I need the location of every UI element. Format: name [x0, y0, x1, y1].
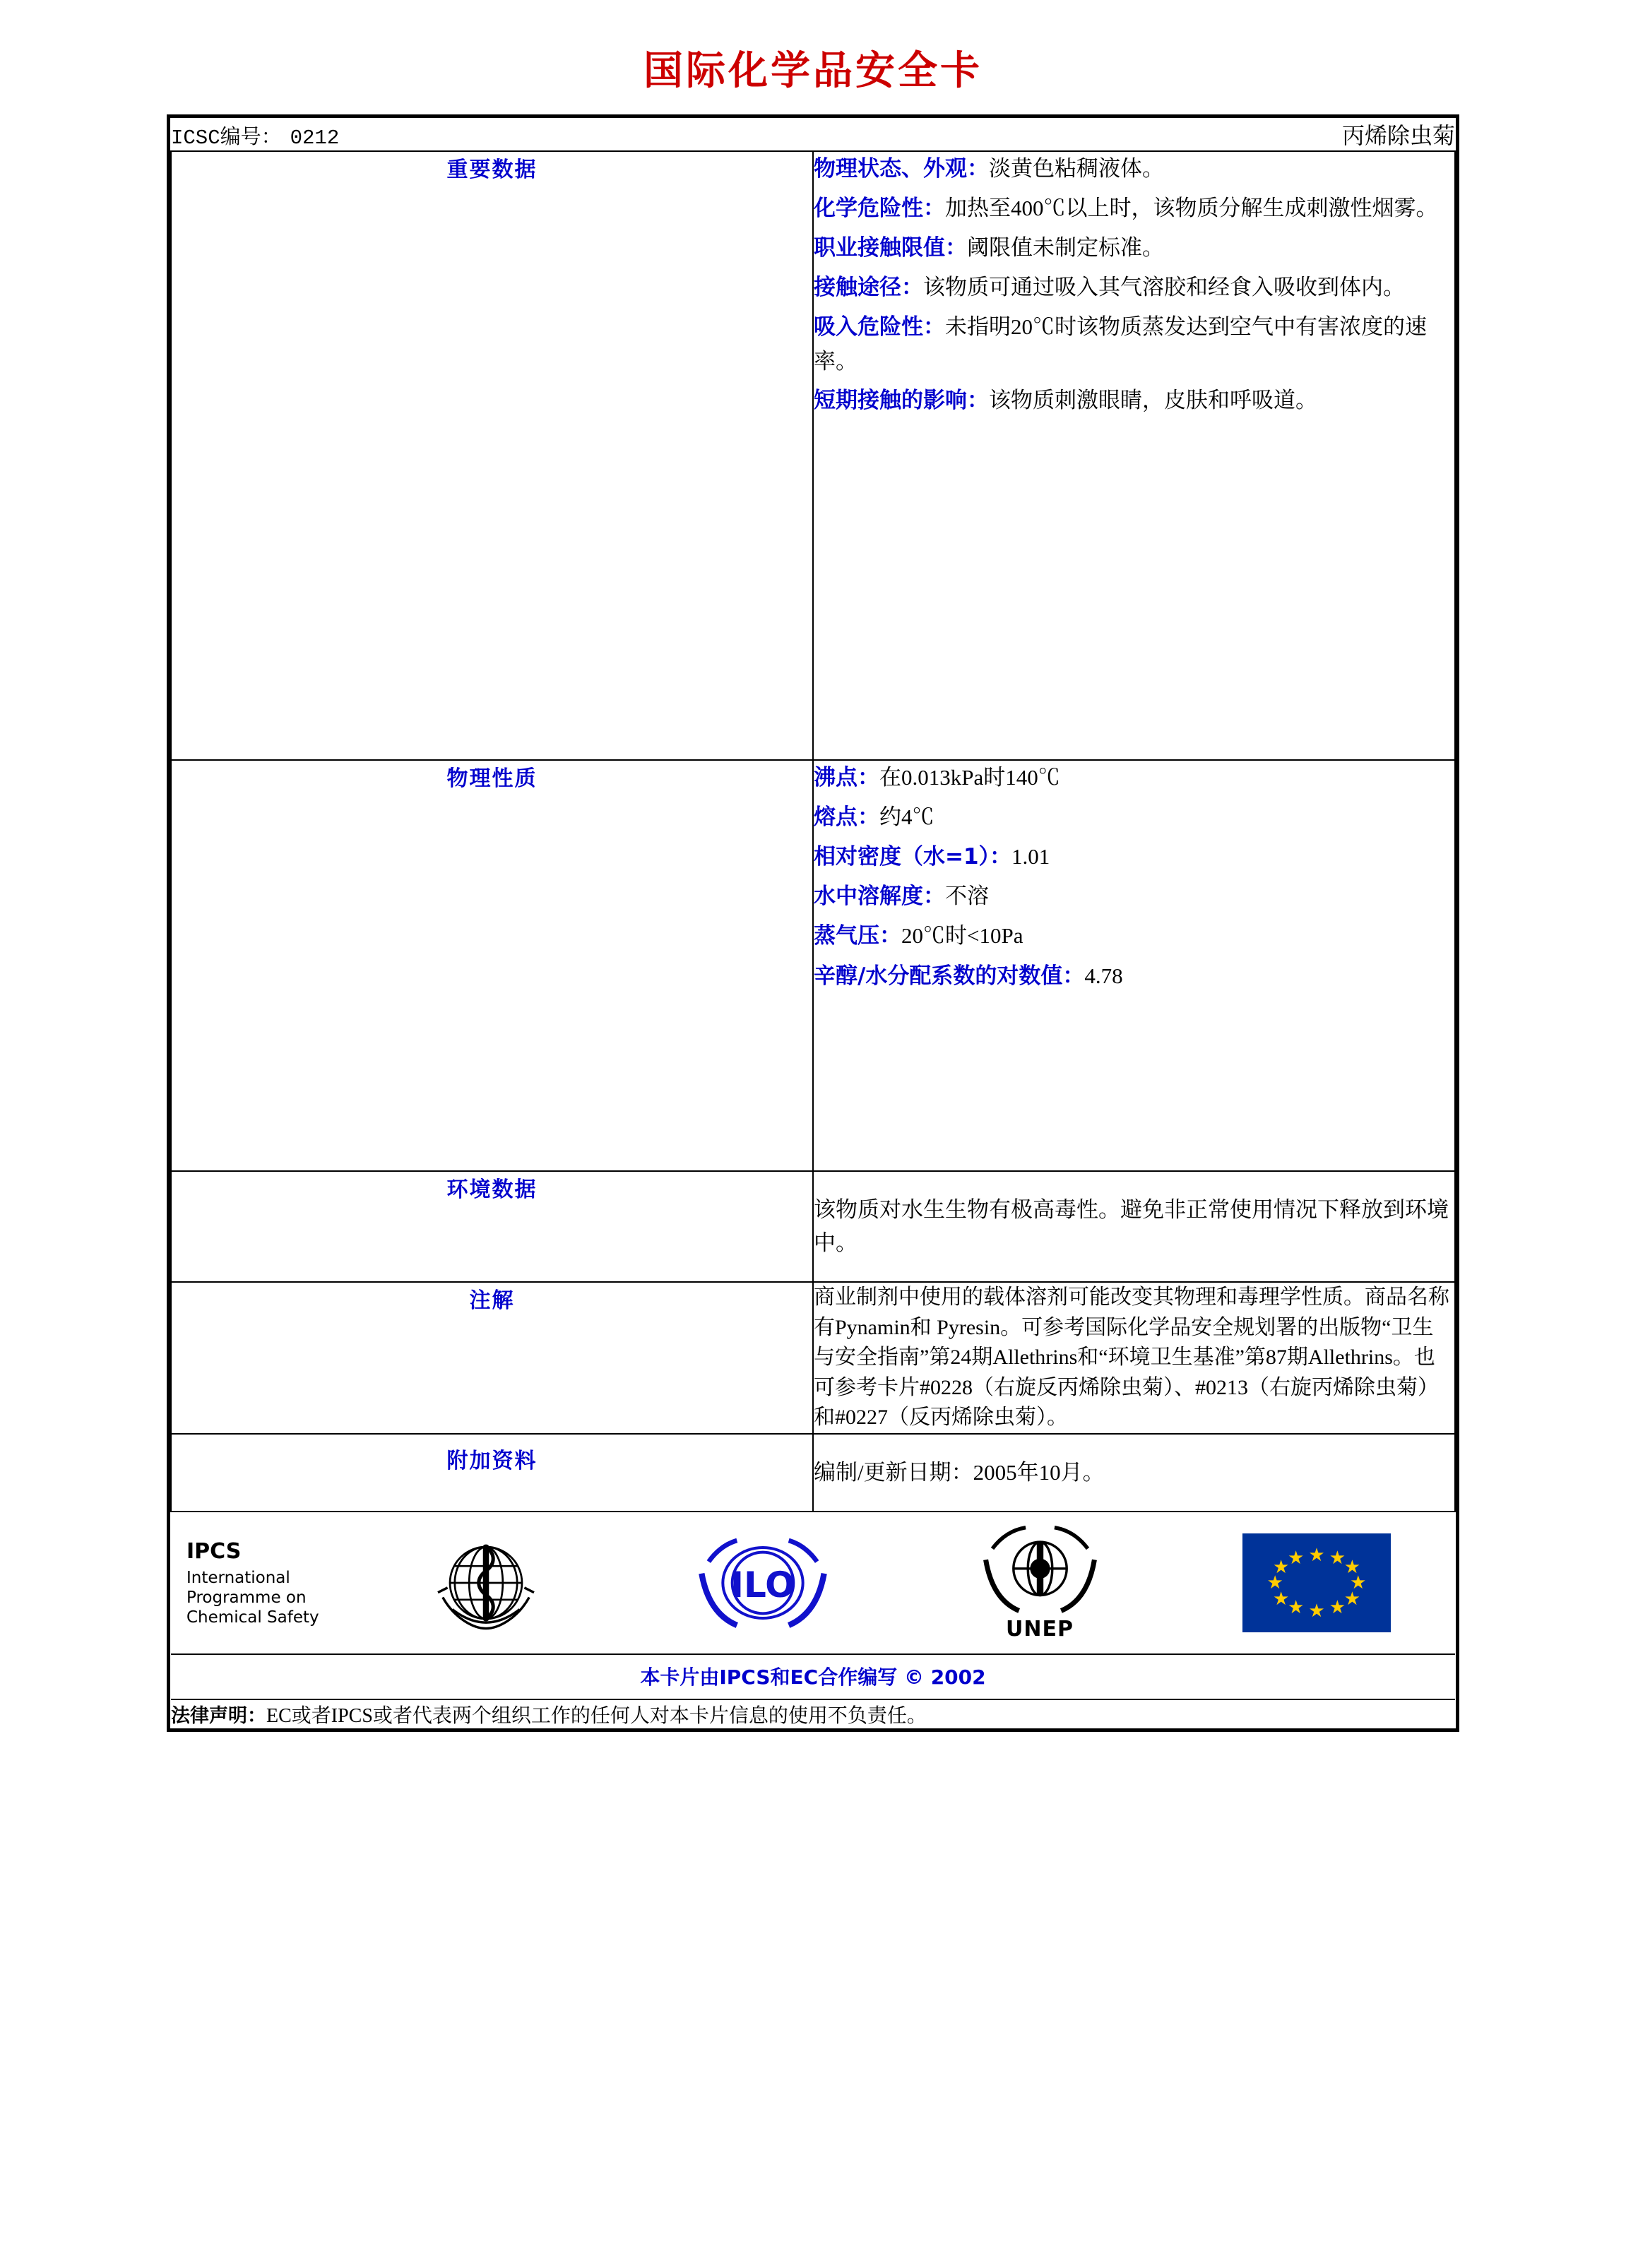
icsc-number-label: ICSC编号：	[171, 126, 282, 150]
entry-chemical-hazard	[814, 191, 1454, 225]
entry-key: 化学危险性：	[814, 196, 945, 222]
entry-key: 蒸气压：	[814, 923, 901, 949]
section-content-additional-info	[813, 1434, 1455, 1512]
entry-key: 职业接触限值：	[814, 235, 967, 261]
entry-key: 短期接触的影响：	[814, 387, 989, 413]
substance-name: 丙烯除虫菊	[1341, 123, 1455, 148]
entry-value: 阈限值未制定标准。	[967, 235, 1164, 261]
entry-key: 相对密度（水=1）：	[814, 844, 1012, 870]
eu-flag-cell	[1178, 1512, 1455, 1653]
entry-melting-point	[814, 800, 1454, 834]
section-label-notes: 注解	[171, 1282, 813, 1434]
unep-emblem-icon	[978, 1524, 1102, 1620]
section-content-notes	[813, 1282, 1455, 1434]
entry-value: 淡黄色粘稠液体。	[989, 156, 1164, 181]
icsc-number-value: 0212	[290, 126, 340, 150]
additional-text: 编制/更新日期：2005年10月。	[814, 1459, 1105, 1485]
section-row-additional-info	[171, 1434, 1455, 1512]
eu-flag-icon: ★ ★ ★ ★ ★ ★ ★ ★ ★ ★ ★ ★	[1242, 1533, 1391, 1632]
entry-vapour-pressure	[814, 919, 1454, 953]
ilo-logo-cell	[624, 1512, 901, 1653]
credit-copyright: © 2002	[903, 1666, 986, 1690]
entry-key: 水中溶解度：	[814, 884, 945, 910]
icsc-card	[167, 114, 1459, 1732]
entry-value: 约4℃	[879, 805, 934, 830]
section-row-physical-properties	[171, 760, 1455, 1171]
footer-credit	[171, 1655, 1455, 1699]
section-content-physical-properties	[813, 760, 1455, 1171]
svg-text:ILO: ILO	[730, 1565, 795, 1606]
entry-key: 接触途径：	[814, 275, 923, 301]
entry-value: 未指明20℃时该物质蒸发达到空气中有害浓度的速率。	[814, 314, 1427, 374]
entry-value: 该物质刺激眼睛，皮肤和呼吸道。	[989, 387, 1317, 412]
logo-strip	[171, 1512, 1455, 1655]
ilo-logo	[692, 1526, 833, 1639]
section-label-additional-info: 附加资料	[171, 1434, 813, 1512]
entry-key: 熔点：	[814, 805, 879, 831]
entry-value: 不溶	[945, 884, 989, 909]
ipcs-wordmark	[171, 1539, 348, 1627]
notes-text: 商业制剂中使用的载体溶剂可能改变其物理和毒理学性质。商品名称有Pynamin和 Pyresin。可参考国际化学品安全规划署的出版物“卫生与安全指南”第24期Allethrins和“环境卫生基准”第87期Allethrins。也可参考卡片#0228（右旋反丙烯除虫菊）、#0213（右旋丙烯除虫菊）和#0227（反丙烯除虫菊）。	[814, 1286, 1449, 1430]
icsc-table	[170, 118, 1456, 1728]
legal-text: EC或者IPCS或者代表两个组织工作的任何人对本卡片信息的使用不负责任。	[266, 1705, 927, 1728]
ipcs-line1: International	[186, 1568, 290, 1587]
section-row-environmental-data	[171, 1171, 1455, 1282]
legal-row	[171, 1699, 1455, 1728]
entry-exposure-limit	[814, 231, 1454, 265]
section-content-important-data	[813, 151, 1455, 760]
entry-boiling-point	[814, 761, 1454, 795]
ipcs-title: IPCS	[186, 1539, 242, 1565]
ipcs-line2: Programme on	[186, 1588, 307, 1607]
footer-logos-row	[171, 1512, 1455, 1699]
ipcs-line3: Chemical Safety	[186, 1608, 319, 1627]
entry-key: 沸点：	[814, 765, 879, 790]
entry-routes-of-exposure	[814, 271, 1454, 304]
entry-value: 加热至400℃以上时，该物质分解生成刺激性烟雾。	[945, 196, 1438, 221]
who-logo-cell	[348, 1512, 624, 1653]
entry-value: 4.78	[1084, 963, 1123, 988]
entry-physical-state	[814, 152, 1454, 186]
section-row-important-data	[171, 151, 1455, 760]
legal-label: 法律声明：	[171, 1705, 266, 1728]
section-label-environmental-data: 环境数据	[171, 1171, 813, 1282]
entry-relative-density	[814, 840, 1454, 874]
entry-value: 20℃时<10Pa	[901, 923, 1023, 949]
card-header	[171, 118, 1455, 151]
entry-inhalation-risk	[814, 310, 1454, 377]
entry-value: 1.01	[1011, 844, 1050, 869]
section-label-physical-properties: 物理性质	[171, 760, 813, 1171]
credit-text: 本卡片由IPCS和EC合作编写	[640, 1666, 898, 1690]
entry-water-solubility	[814, 879, 1454, 913]
unep-label: UNEP	[1006, 1617, 1074, 1642]
section-content-environmental-data	[813, 1171, 1455, 1282]
entry-value: 在0.013kPa时140℃	[879, 765, 1060, 790]
entry-logpow	[814, 959, 1454, 993]
entry-key: 吸入危险性：	[814, 314, 945, 340]
entry-key: 物理状态、外观：	[814, 156, 989, 182]
card-header-row	[171, 118, 1455, 151]
who-emblem-icon	[426, 1523, 546, 1643]
ilo-emblem-icon	[692, 1526, 833, 1639]
unep-logo-cell	[901, 1512, 1178, 1653]
page-title: 国际化学品安全卡	[643, 48, 983, 94]
entry-short-term-effects	[814, 384, 1454, 417]
section-label-important-data: 重要数据	[171, 151, 813, 760]
unep-logo	[978, 1524, 1102, 1641]
entry-value: 该物质可通过吸入其气溶胶和经食入吸收到体内。	[923, 275, 1405, 300]
footer-logos-cell	[171, 1512, 1455, 1699]
icsc-number-block	[171, 121, 339, 150]
who-logo	[426, 1523, 546, 1643]
legal-notice	[171, 1699, 1455, 1728]
entry-key: 辛醇/水分配系数的对数值：	[814, 963, 1085, 989]
environmental-text: 该物质对水生生物有极高毒性。避免非正常使用情况下释放到环境中。	[814, 1197, 1449, 1255]
section-row-notes	[171, 1282, 1455, 1434]
